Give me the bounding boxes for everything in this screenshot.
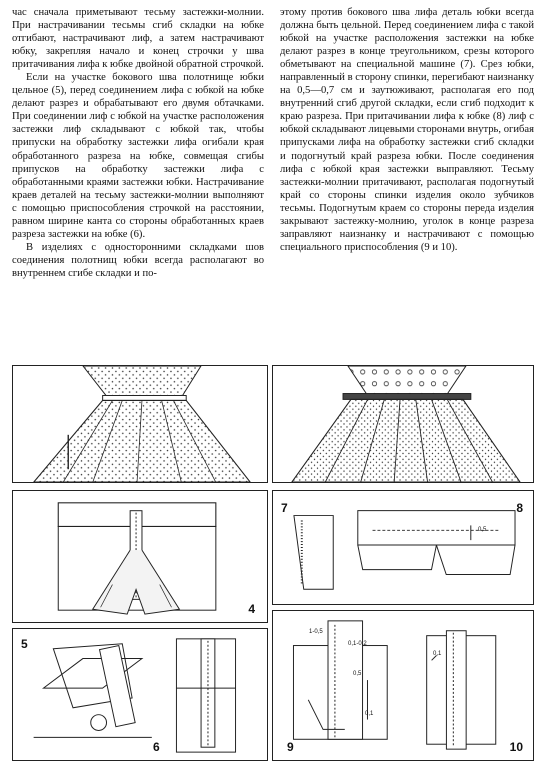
- paragraph: В изделиях с односторонними складками шов соединения полотнищ юбки всегда располагают во внутреннем сгибе складки и по-: [12, 241, 264, 279]
- paragraph: час сначала приметывают тесьму застежки-молнии. При настрачивании тесьмы сгиб складки на юбке отгибают, настрачивают лиф, а затем настрачивают юбку, закрепляя начало и конец строчки у шва притачивания лифа к юбке двойной обратной строчкой.: [12, 7, 264, 71]
- dimension-label: 0,5: [478, 527, 487, 533]
- illustration-dress-side-seam-left: [12, 365, 268, 483]
- paragraph: этому против бокового шва лифа деталь юбки всегда должна быть цельной. Перед соединением лифа с такой юбкой на участке расположения застежки на юбке делают разрез в конце треугольником, срезы которого обметывают на специальной машине (7). Срез юбки, направленный в сторону спинки, перегибают наизнанку на 0,5—0,7 см и заутюживают, располагая его под внутренний сгиб другой складки, если сгиб подходит к краю разреза. При притачивании лифа к юбке (8) лиф с юбкой складывают лицевыми сторонами внутрь, огибая припусками лифа на обработку застежки сгиб складки и подогнутый край разреза юбки. После соединения лифа с юбкой края застежки выправляют. Тесьму застежки-молнии притачивают, располагая подогнутый край со стороны спинки изделия около зубчиков тесьмы. Подогнутым краем со стороны переда изделия закрывают застежку-молнию, уголок в конце разреза заправляют наизнанку и настрачивают с помощью специального приспособления (9 и 10).: [280, 7, 534, 253]
- dress-skirt-drawing: [13, 366, 267, 482]
- figure-number: 9: [287, 740, 294, 754]
- figure-5-6-drawing: [13, 629, 267, 760]
- dimension-label: 0,5: [353, 671, 362, 677]
- figure-number: 4: [248, 602, 255, 616]
- figure-number: 5: [21, 637, 28, 651]
- figure-number: 8: [516, 501, 523, 515]
- figure-7-8-drawing: [273, 491, 533, 604]
- dress-skirt-pleated-drawing: [273, 366, 533, 482]
- figure-7-8-panel: [272, 490, 534, 605]
- figure-number: 6: [153, 740, 160, 754]
- illustration-dress-side-seam-right: [272, 365, 534, 483]
- figure-4-panel: [12, 490, 268, 623]
- dimension-label: 0,1: [365, 711, 374, 717]
- figure-9-10-panel: [272, 610, 534, 761]
- text-column-left: [12, 6, 264, 280]
- figure-number: 10: [509, 740, 523, 754]
- text-column-right: [280, 6, 534, 254]
- dimension-label: 0,1: [433, 651, 442, 657]
- figure-4-drawing: [13, 491, 267, 622]
- dimension-label: 1-0,5: [309, 629, 323, 635]
- figure-5-6-panel: [12, 628, 268, 761]
- paragraph: Если на участке бокового шва полотнище юбки цельное (5), перед соединением лифа с юбкой на юбке делают разрез и обрабатывают его двумя обтачками. При соединении лиф с юбкой на участке расположения застежки лиф складывают с юбкой так, чтобы припуски на обработку застежки лифа огибали края обработанного разреза на юбке, совмещая сгибы припусков на обработку застежки лифа с обработанными краями застежки юбки. Настрачивание краев деталей на тесьму застежки-молнии выполняют с помощью приспособления строчкой на расстоянии, равном ширине канта со стороны обработанных краев разреза застежки на юбке (6).: [12, 72, 264, 240]
- dimension-label: 0,1-0,2: [348, 641, 367, 647]
- figure-number: 7: [281, 501, 288, 515]
